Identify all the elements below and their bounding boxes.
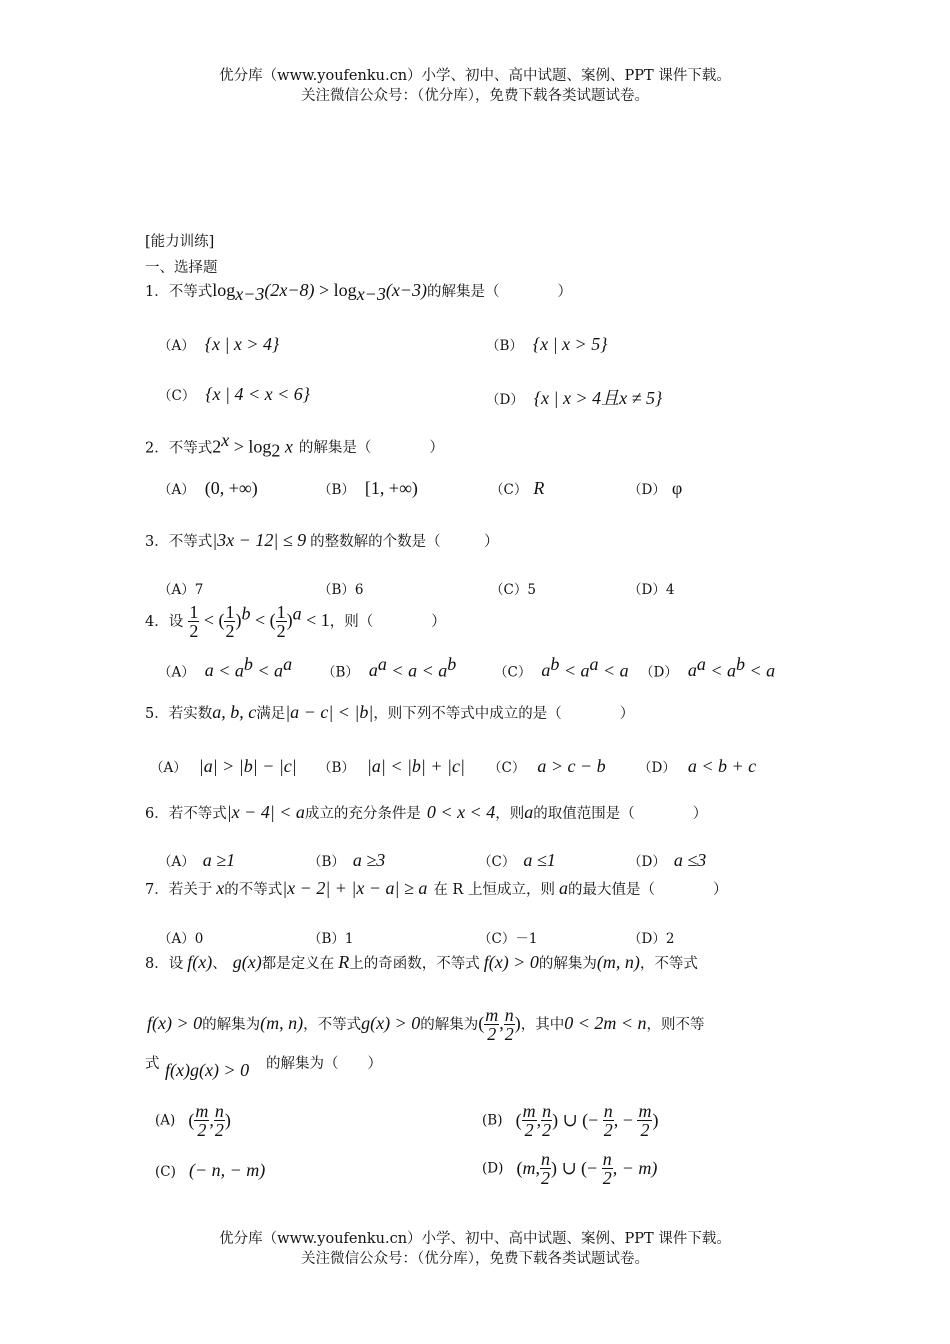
opt-base: a bbox=[204, 660, 214, 681]
opt-base: a bbox=[687, 660, 697, 681]
q3-option-b bbox=[318, 578, 364, 598]
subsection-title: 一、选择题 bbox=[145, 260, 218, 276]
q5-suffix: ，则下列不等式中成立的是（ ） bbox=[373, 706, 635, 722]
q2-var: x bbox=[280, 436, 293, 457]
q5-option-c bbox=[488, 756, 606, 777]
frac-num: n bbox=[540, 1149, 550, 1169]
question-4: 4．设 $\frac{1}{2}$ < ( $\frac{1}{2}$ )$^b$ < ( $\frac{1}{2}$ )$^a$ < 1，则（ ） bbox=[145, 602, 446, 641]
q8-option-c bbox=[155, 1160, 265, 1181]
option-label: （C） bbox=[490, 582, 528, 598]
q6-option-b bbox=[308, 850, 385, 871]
q6-suffix: 的取值范围是（ ） bbox=[533, 806, 708, 822]
q4-exp-b: b bbox=[241, 603, 251, 624]
q7-suffix: 的最大值是（ ） bbox=[567, 882, 728, 898]
frac-num: 1 bbox=[276, 602, 286, 622]
option-label: （B） bbox=[322, 664, 359, 681]
q8-l3-b: 的解集为（ ） bbox=[266, 1056, 382, 1072]
q1-option-c bbox=[158, 384, 310, 405]
option-text: {x | 4 < x < 6} bbox=[205, 384, 310, 404]
option-text: {x | x > 4} bbox=[204, 334, 280, 354]
q8-l2-d: ，其中 bbox=[520, 1017, 565, 1033]
option-text: a < b + c bbox=[687, 756, 757, 776]
q4-option-c bbox=[494, 654, 629, 681]
q8-frac-n bbox=[504, 1006, 515, 1043]
option-label: （B） bbox=[318, 760, 355, 776]
q8-l2-cond: 0 < 2m < n bbox=[564, 1013, 647, 1033]
option-text: 7 bbox=[194, 582, 204, 598]
q6-option-a bbox=[158, 850, 235, 871]
frac-den: 2 bbox=[640, 1120, 650, 1140]
q7-var: x bbox=[216, 878, 225, 898]
q1-option-d bbox=[486, 384, 662, 410]
q8-frac-m bbox=[484, 1006, 499, 1043]
frac-den: 2 bbox=[276, 621, 286, 641]
option-text: 6 bbox=[354, 582, 364, 598]
opt-exp: b bbox=[447, 654, 457, 674]
q1-prefix: 1．不等式 bbox=[145, 284, 213, 300]
option-label: （C） bbox=[158, 388, 196, 404]
q4-lt: < bbox=[199, 610, 219, 630]
option-label: （A） bbox=[158, 338, 195, 354]
question-1 bbox=[145, 280, 572, 305]
option-label: （A） bbox=[158, 854, 195, 870]
q8-option-b: (B) ( $\frac{m}{2}$ , $\frac{n}{2}$ ) ∪ (− $\frac{n}{2}$ , − $\frac{m}{2}$ ) bbox=[482, 1101, 659, 1140]
frac-num: m bbox=[522, 1101, 536, 1121]
frac-num: n bbox=[504, 1005, 514, 1025]
q3-option-c bbox=[490, 578, 536, 598]
q3-expr: |3x − 12| ≤ 9 bbox=[212, 530, 307, 550]
opt-exp: a bbox=[696, 654, 706, 674]
footer-line-2: 关注微信公众号：（优分库），免费下载各类试题试卷。 bbox=[301, 1251, 649, 1267]
opt-lt: < a bbox=[252, 660, 284, 681]
opt-lt: < a bbox=[744, 660, 776, 681]
frac-num: n bbox=[602, 1149, 612, 1169]
q8-l2-int: (m, n) bbox=[260, 1013, 304, 1033]
q8a-frac-m bbox=[194, 1102, 209, 1139]
frac-den: 2 bbox=[197, 1120, 207, 1140]
q8-mid2: 上的奇函数，不等式 bbox=[349, 956, 480, 972]
q8b-frac-m bbox=[522, 1102, 537, 1139]
q8-line-3 bbox=[145, 1052, 160, 1073]
q6-mid: 成立的充分条件是 bbox=[304, 806, 421, 822]
q5-vars: a, b, c bbox=[212, 702, 257, 722]
q8a-frac-n bbox=[214, 1102, 225, 1139]
q7-mid2: 在 R 上恒成立，则 bbox=[433, 882, 555, 898]
q1-rel: > bbox=[314, 280, 334, 300]
q4-frac-2 bbox=[224, 603, 235, 640]
option-label: （A） bbox=[158, 582, 195, 598]
option-text: 5 bbox=[527, 582, 536, 598]
option-label: (A) bbox=[155, 1112, 176, 1129]
q7-option-c bbox=[478, 927, 537, 947]
q2-exp: x bbox=[221, 430, 230, 450]
option-label: （D） bbox=[638, 760, 676, 776]
q3-option-a bbox=[158, 578, 203, 598]
frac-den: 2 bbox=[504, 1024, 514, 1044]
q8-line-3-suffix bbox=[266, 1052, 382, 1073]
q8-suffix1: ，不等式 bbox=[639, 956, 698, 972]
question-2 bbox=[145, 430, 444, 462]
option-label: （C） bbox=[488, 760, 526, 776]
q6-expr: |x − 4| < a bbox=[226, 802, 305, 822]
opt-exp: b bbox=[735, 654, 745, 674]
frac-num: n bbox=[603, 1101, 613, 1121]
option-label: （C） bbox=[478, 854, 516, 870]
q8-l2-b: ，不等式 bbox=[303, 1017, 362, 1033]
option-text: 1 bbox=[344, 931, 354, 947]
q4-prefix: 4．设 bbox=[145, 614, 184, 630]
q7-option-a bbox=[158, 927, 203, 947]
option-label: （B） bbox=[486, 338, 523, 354]
q1-sub2: x−3 bbox=[356, 284, 386, 305]
q2-option-d bbox=[628, 478, 682, 499]
q4-tail: < 1 bbox=[301, 610, 330, 630]
q1-log1: log bbox=[212, 280, 236, 300]
opt-lt: < a bbox=[559, 660, 590, 681]
q8-f: f(x) bbox=[187, 952, 213, 972]
q8-l2-a: 的解集为 bbox=[202, 1017, 261, 1033]
q8-sep: 、 bbox=[212, 956, 227, 972]
option-text: 2 bbox=[665, 931, 675, 947]
option-label: （B） bbox=[318, 582, 355, 598]
question-7 bbox=[145, 878, 727, 899]
q5-option-d bbox=[638, 756, 756, 777]
option-text: (0, +∞) bbox=[204, 478, 258, 498]
question-3 bbox=[145, 530, 499, 551]
q2-rest: > log bbox=[229, 436, 272, 457]
opt-exp: a bbox=[283, 654, 293, 674]
frac-den: 2 bbox=[603, 1120, 613, 1140]
q1-option-b bbox=[486, 334, 607, 355]
q7-option-d bbox=[628, 927, 674, 947]
q8-l2-g: g(x) > 0 bbox=[361, 1013, 421, 1033]
q8-line-2: f(x) > 0的解集为(m, n)，不等式g(x) > 0的解集为( $\frac{m}{2}$ , $\frac{n}{2}$ )，其中0 < 2m < n，则不等 bbox=[147, 1005, 705, 1044]
option-text: a ≥1 bbox=[202, 850, 236, 870]
option-label: （C） bbox=[478, 931, 516, 947]
q8b-frac-n bbox=[541, 1102, 552, 1139]
q6-option-c bbox=[478, 850, 556, 871]
opt-lt: < a < a bbox=[386, 660, 448, 681]
opt-lt: < a bbox=[213, 660, 244, 681]
q4-option-a bbox=[158, 654, 292, 681]
q7-var2: a bbox=[558, 878, 568, 898]
option-text: a ≤3 bbox=[673, 850, 707, 870]
q8-option-d: (D) (m, $\frac{n}{2}$ ) ∪ (− $\frac{n}{2}$ , − m) bbox=[482, 1149, 658, 1188]
option-label: （A） bbox=[158, 664, 195, 681]
frac-den: 2 bbox=[487, 1024, 497, 1044]
opt-exp: a bbox=[377, 654, 387, 674]
q8-l3-expr: f(x)g(x) > 0 bbox=[165, 1060, 250, 1080]
q4-exp-a: a bbox=[292, 603, 302, 624]
q6-var: a bbox=[524, 802, 534, 822]
q2-option-b bbox=[318, 478, 418, 499]
q6-mid2: ，则 bbox=[495, 806, 525, 822]
option-label: （D） bbox=[628, 582, 666, 598]
option-text: φ bbox=[671, 478, 683, 498]
frac-den: 2 bbox=[189, 621, 199, 641]
q8b-frac-n2 bbox=[603, 1102, 614, 1139]
q3-option-d bbox=[628, 578, 674, 598]
q8-l2-c: 的解集为 bbox=[420, 1017, 479, 1033]
q8-R: R bbox=[338, 952, 350, 972]
q1-suffix: 的解集是（ ） bbox=[426, 284, 572, 300]
q3-prefix: 3．不等式 bbox=[145, 534, 213, 550]
q4-suffix: ，则（ ） bbox=[329, 614, 446, 630]
opt-base: a bbox=[541, 660, 551, 681]
option-text: a > c − b bbox=[537, 756, 606, 776]
q8-l2-f: f(x) > 0 bbox=[147, 1013, 203, 1033]
opt-lt: < a bbox=[705, 660, 736, 681]
option-label: （D） bbox=[628, 482, 666, 498]
frac-num: m bbox=[638, 1101, 652, 1121]
frac-num: m bbox=[485, 1005, 499, 1025]
option-text: a ≥3 bbox=[352, 850, 386, 870]
q8-prefix: 8．设 bbox=[145, 956, 184, 972]
q8d-m: m bbox=[522, 1158, 536, 1178]
option-label: （A） bbox=[150, 760, 187, 776]
q2-base: 2 bbox=[212, 436, 222, 457]
option-label: （B） bbox=[308, 854, 345, 870]
opt-base: a bbox=[368, 660, 378, 681]
q8-option-a: (A) ( $\frac{m}{2}$ , $\frac{n}{2}$ ) bbox=[155, 1101, 231, 1140]
q8-line-3-expr bbox=[165, 1060, 249, 1081]
opt-exp: b bbox=[243, 654, 253, 674]
option-label: (C) bbox=[155, 1164, 176, 1180]
q8-l2-e: ，则不等 bbox=[646, 1017, 705, 1033]
q1-arg2: (x−3) bbox=[385, 280, 427, 300]
option-text: [1, +∞) bbox=[364, 478, 418, 498]
q1-sub1: x−3 bbox=[235, 284, 265, 305]
option-label: （A） bbox=[158, 482, 195, 498]
q2-suffix: 的解集是（ ） bbox=[298, 440, 444, 457]
q7-expr: |x − 2| + |x − a| ≥ a bbox=[282, 878, 428, 898]
frac-den: 2 bbox=[540, 1168, 550, 1188]
q4-lt: < bbox=[250, 610, 270, 630]
q8d-frac-n2 bbox=[602, 1150, 613, 1187]
q5-mid: 满足 bbox=[256, 706, 286, 722]
option-label: （D） bbox=[628, 931, 666, 947]
option-text: |a| > |b| − |c| bbox=[198, 756, 297, 776]
q6-prefix: 6．若不等式 bbox=[145, 806, 227, 822]
q3-suffix: 的整数解的个数是（ ） bbox=[310, 534, 499, 550]
option-text: {x | x > 4且x ≠ 5} bbox=[533, 388, 663, 408]
q5-option-b bbox=[318, 756, 465, 777]
frac-num: 1 bbox=[225, 602, 235, 622]
option-text: R bbox=[533, 478, 545, 498]
option-label: （B） bbox=[308, 931, 345, 947]
q5-option-a bbox=[150, 756, 297, 777]
option-text: a ≤1 bbox=[523, 850, 556, 870]
option-text: |a| < |b| + |c| bbox=[366, 756, 465, 776]
q6-option-d bbox=[628, 850, 706, 871]
frac-num: m bbox=[195, 1101, 209, 1121]
q4-frac-3 bbox=[276, 603, 287, 640]
question-6 bbox=[145, 802, 707, 823]
header-line-1: 优分库（www.youfenku.cn）小学、初中、高中试题、案例、PPT 课件下载。 bbox=[219, 68, 731, 84]
option-text: (− n, − m) bbox=[188, 1160, 266, 1180]
opt-exp: a bbox=[589, 654, 599, 674]
q8d-tail: , − m) bbox=[612, 1158, 658, 1178]
q4-option-b bbox=[322, 654, 456, 681]
frac-den: 2 bbox=[214, 1120, 224, 1140]
q2-option-c bbox=[490, 478, 544, 499]
frac-num: n bbox=[214, 1101, 224, 1121]
option-label: （C） bbox=[494, 664, 532, 681]
q2-prefix: 2．不等式 bbox=[145, 440, 213, 457]
option-label: （B） bbox=[318, 482, 355, 498]
opt-lt: < a bbox=[598, 660, 629, 681]
q8-g: g(x) bbox=[232, 952, 262, 972]
question-5 bbox=[145, 702, 634, 723]
frac-den: 2 bbox=[225, 621, 235, 641]
q8-mid3: 的解集为 bbox=[538, 956, 597, 972]
q2-option-a bbox=[158, 478, 258, 499]
option-label: (B) bbox=[482, 1112, 503, 1129]
q7-option-b bbox=[308, 927, 354, 947]
option-text: {x | x > 5} bbox=[532, 334, 608, 354]
question-8 bbox=[145, 952, 698, 973]
header-line-2: 关注微信公众号：（优分库），免费下载各类试题试卷。 bbox=[301, 88, 649, 104]
section-title: [能力训练] bbox=[145, 234, 215, 250]
option-label: （C） bbox=[490, 482, 528, 498]
q8-f-ineq: f(x) > 0 bbox=[483, 952, 539, 972]
q7-mid: 的不等式 bbox=[224, 882, 283, 898]
q8-l3-a: 式 bbox=[145, 1056, 160, 1072]
q1-log2: log bbox=[333, 280, 357, 300]
option-label: （A） bbox=[158, 931, 195, 947]
frac-den: 2 bbox=[524, 1120, 534, 1140]
q8d-frac-n bbox=[540, 1150, 551, 1187]
q2-sub: 2 bbox=[271, 440, 281, 461]
q8-mid: 都是定义在 bbox=[261, 956, 335, 972]
option-label: (D) bbox=[482, 1160, 504, 1177]
q1-option-a bbox=[158, 334, 279, 355]
q7-prefix: 7．若关于 bbox=[145, 882, 213, 898]
q5-expr: |a − c| < |b| bbox=[285, 702, 374, 722]
option-label: （D） bbox=[640, 664, 678, 681]
q4-option-d bbox=[640, 654, 775, 681]
frac-den: 2 bbox=[602, 1168, 612, 1188]
q8-interval: (m, n) bbox=[596, 952, 640, 972]
frac-num: 1 bbox=[189, 602, 199, 622]
footer-line-1: 优分库（www.youfenku.cn）小学、初中、高中试题、案例、PPT 课件下载。 bbox=[219, 1231, 731, 1247]
option-text: 0 bbox=[194, 931, 204, 947]
q6-cond: 0 < x < 4 bbox=[426, 802, 496, 822]
option-text: 4 bbox=[665, 582, 675, 598]
option-text: －1 bbox=[515, 931, 538, 947]
frac-num: n bbox=[542, 1101, 552, 1121]
q4-frac-1 bbox=[188, 603, 199, 640]
frac-den: 2 bbox=[542, 1120, 552, 1140]
option-label: （D） bbox=[486, 392, 524, 408]
q1-arg1: (2x−8) bbox=[264, 280, 315, 300]
q5-prefix: 5．若实数 bbox=[145, 706, 213, 722]
opt-exp: b bbox=[550, 654, 560, 674]
option-label: （D） bbox=[628, 854, 666, 870]
q8b-frac-m2 bbox=[637, 1102, 652, 1139]
